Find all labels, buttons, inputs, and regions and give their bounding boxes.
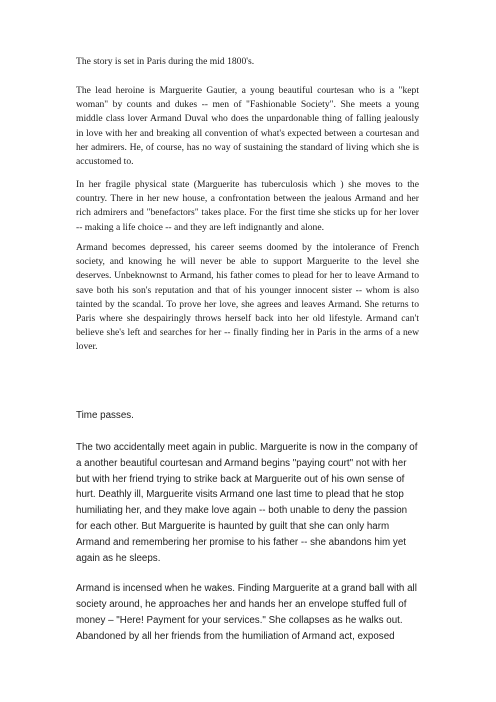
- document-page: [76, 0, 419, 702]
- paragraph-country: In her fragile physical state (Marguerite has tuberculosis which ) she moves to the country. There in her new house, a confrontation between the jealous Armand and her rich admirers and "benefactors" takes place. For the first time she sticks up for her lover -- making a life choice -- and they are left indignantly and alone.: [76, 179, 419, 233]
- paragraph-setting: The story is set in Paris during the mid 1800's.: [76, 56, 255, 67]
- paragraph-abandoned: Abandoned by all her friends from the humiliation of Armand act, exposed: [76, 631, 395, 642]
- paragraph-armand-depressed: Armand becomes depressed, his career seems doomed by the intolerance of French society, and knowing he will never be able to support Marguerite to the level she deserves. Unbeknownst to Armand, his father comes to plead for her to leave Armand to save both his son's reputation and that of his younger innocent sister -- whom is also tainted by the scandal. To prove her love, she agrees and leaves Armand. She returns to Paris where she despairingly throws herself back into her old lifestyle. Armand can't believe she's left and searches for her -- finally finding her in Paris in the arms of a new lover.: [76, 242, 419, 353]
- paragraph-heroine: The lead heroine is Marguerite Gautier, a young beautiful courtesan who is a "kept woman" by counts and dukes -- men of "Fashionable Society". She meets a young middle class lover Armand Duval who does the unpardonable thing of falling jealously in love with her and breaking all convention of what's expected between a courtesan and her admirers. He, of course, has no way of sustaining the standard of living which she is accustomed to.: [76, 85, 419, 168]
- paragraph-time-passes: Time passes.: [76, 410, 134, 421]
- paragraph-grand-ball: Armand is incensed when he wakes. Finding Marguerite at a grand ball with all society around, he approaches her and hands her an envelope stuffed full of money – "Here! Payment for your services." She collapses as he walks out.: [76, 583, 417, 626]
- paragraph-meet-again: The two accidentally meet again in public. Marguerite is now in the company of a another beautiful courtesan and Armand begins "paying court" not with her but with her friend trying to strike back at Marguerite out of his own sense of hurt. Deathly ill, Marguerite visits Armand one last time to plead that he stop humiliating her, and they make love again -- both unable to deny the passion for each other. But Marguerite is haunted by guilt that she can only harm Armand and remembering her promise to his father -- she abandons him yet again as he sleeps.: [76, 442, 418, 564]
